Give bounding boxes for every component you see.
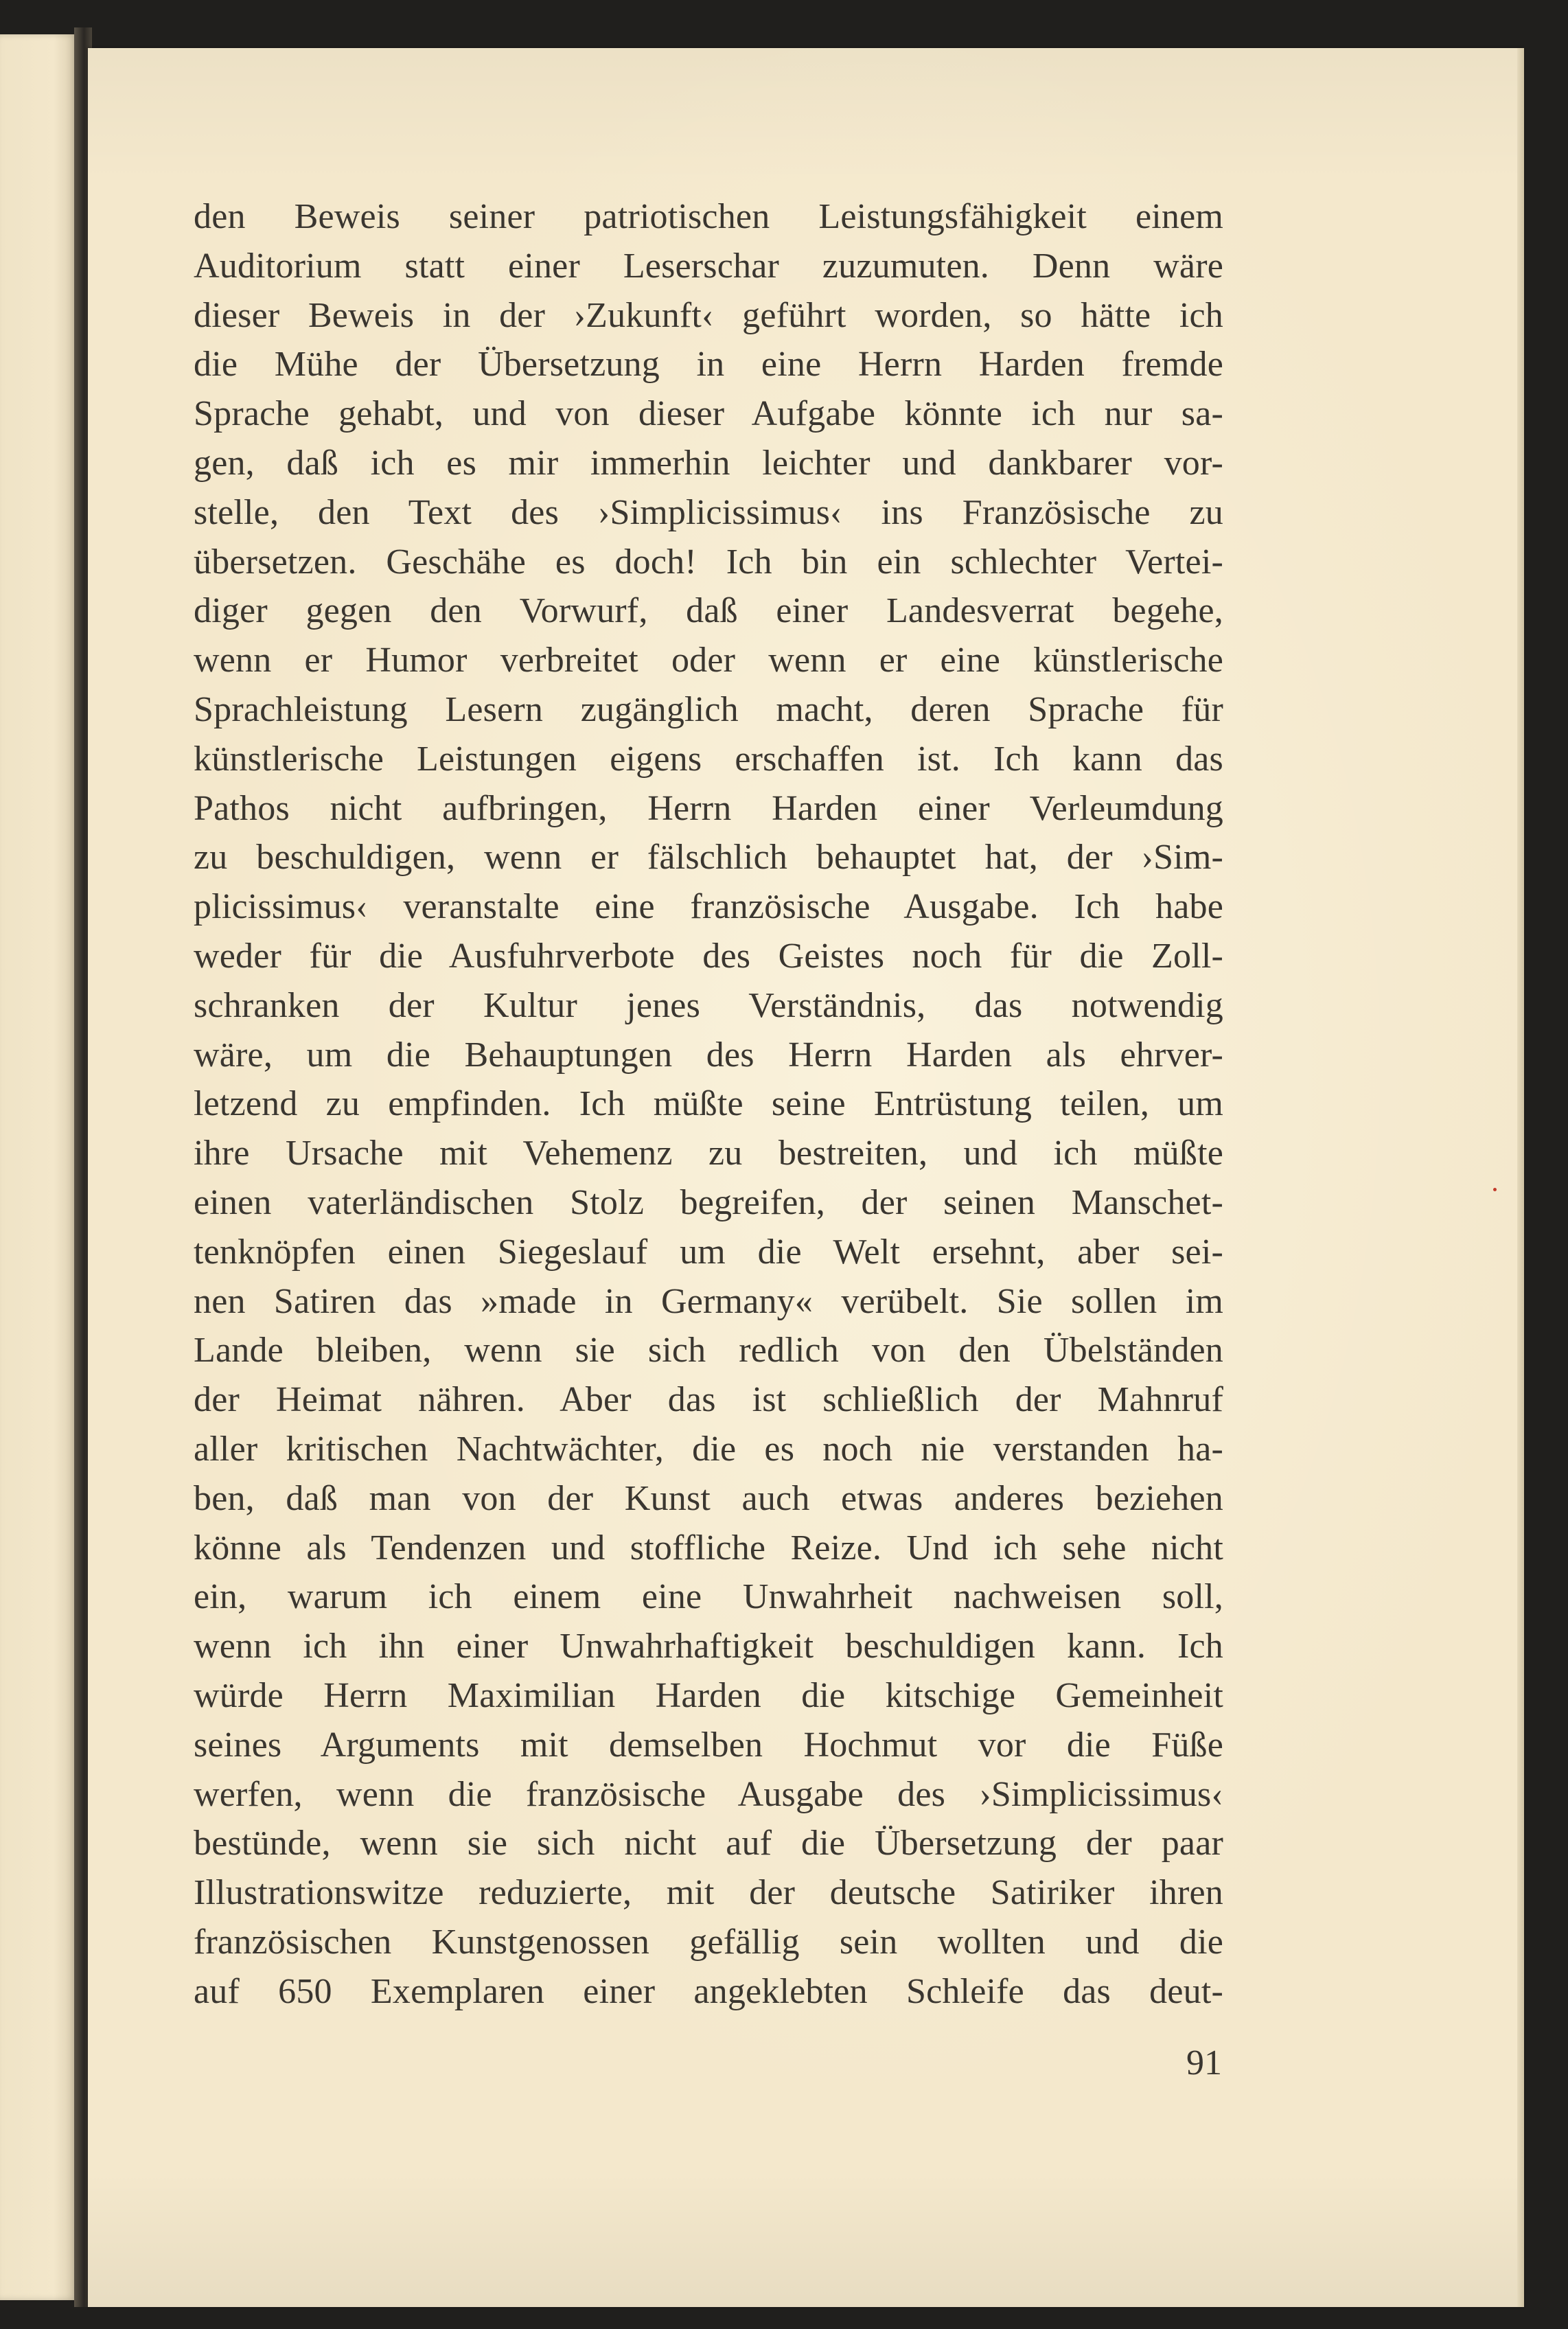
text-line: diger gegen den Vorwurf, daß einer Landesverrat begehe, [194, 591, 1223, 631]
text-line: Lande bleiben, wenn sie sich redlich von den Übelständen [194, 1331, 1223, 1370]
text-line: ihre Ursache mit Vehemenz zu bestreiten, und ich müßte [194, 1134, 1223, 1173]
text-line: zu beschuldigen, wenn er fälschlich behauptet hat, der ›Sim- [194, 838, 1223, 877]
text-line: werfen, wenn die französische Ausgabe des ›Simplicissimus‹ [194, 1774, 1223, 1814]
text-line: weder für die Ausfuhrverbote des Geistes noch für die Zoll- [194, 936, 1223, 976]
text-line: bestünde, wenn sie sich nicht auf die Übersetzung der paar [194, 1824, 1223, 1863]
text-line: Auditorium statt einer Leserschar zuzumuten. Denn wäre [194, 246, 1223, 286]
text-line: übersetzen. Geschähe es doch! Ich bin ein schlechter Vertei- [194, 542, 1223, 582]
text-line: gen, daß ich es mir immerhin leichter und dankbarer vor- [194, 443, 1223, 483]
text-line: Illustrationswitze reduzierte, mit der deutsche Satiriker ihren [194, 1873, 1223, 1913]
text-line: dieser Beweis in der ›Zukunft‹ geführt worden, so hätte ich [194, 295, 1223, 335]
ink-speck [1493, 1188, 1497, 1191]
facing-page-edge [0, 34, 77, 2300]
text-line: könne als Tendenzen und stoffliche Reize. Und ich sehe nicht [194, 1528, 1223, 1568]
text-line: nen Satiren das »made in Germany« verübelt. Sie sollen im [194, 1281, 1223, 1321]
page-number: 91 [1186, 2043, 1222, 2083]
text-line: seines Arguments mit demselben Hochmut vor die Füße [194, 1725, 1223, 1765]
text-line: französischen Kunstgenossen gefällig sein wollten und die [194, 1922, 1223, 1962]
body-text [194, 192, 1223, 2016]
text-line: Sprache gehabt, und von dieser Aufgabe könnte ich nur sa- [194, 394, 1223, 434]
text-line: die Mühe der Übersetzung in eine Herrn Harden fremde [194, 345, 1223, 385]
text-line: künstlerische Leistungen eigens erschaffen ist. Ich kann das [194, 739, 1223, 779]
text-line: ein, warum ich einem eine Unwahrheit nachweisen soll, [194, 1577, 1223, 1617]
text-line: tenknöpfen einen Siegeslauf um die Welt ersehnt, aber sei- [194, 1232, 1223, 1272]
page-fore-edge [1517, 48, 1524, 2307]
text-line: wäre, um die Behauptungen des Herrn Harden als ehrver- [194, 1035, 1223, 1075]
text-line: der Heimat nähren. Aber das ist schließlich der Mahnruf [194, 1380, 1223, 1420]
text-line: den Beweis seiner patriotischen Leistungsfähigkeit einem [194, 197, 1223, 236]
text-line: einen vaterländischen Stolz begreifen, der seinen Manschet- [194, 1182, 1223, 1222]
text-line: aller kritischen Nachtwächter, die es noch nie verstanden ha- [194, 1429, 1223, 1469]
text-line: schranken der Kultur jenes Verständnis, das notwendig [194, 985, 1223, 1025]
text-line: ben, daß man von der Kunst auch etwas anderes beziehen [194, 1478, 1223, 1518]
text-line: Pathos nicht aufbringen, Herrn Harden einer Verleumdung [194, 788, 1223, 828]
text-line: letzend zu empfinden. Ich müßte seine Entrüstung teilen, um [194, 1084, 1223, 1124]
text-line: stelle, den Text des ›Simplicissimus‹ ins Französische zu [194, 492, 1223, 532]
text-line: Sprachleistung Lesern zugänglich macht, deren Sprache für [194, 689, 1223, 729]
text-line: plicissimus‹ veranstalte eine französische Ausgabe. Ich habe [194, 887, 1223, 927]
text-line: wenn ich ihn einer Unwahrhaftigkeit beschuldigen kann. Ich [194, 1627, 1223, 1666]
text-line: würde Herrn Maximilian Harden die kitschige Gemeinheit [194, 1675, 1223, 1715]
text-line: wenn er Humor verbreitet oder wenn er eine künstlerische [194, 641, 1223, 680]
text-line: auf 650 Exemplaren einer angeklebten Schleife das deut- [194, 1971, 1223, 2011]
